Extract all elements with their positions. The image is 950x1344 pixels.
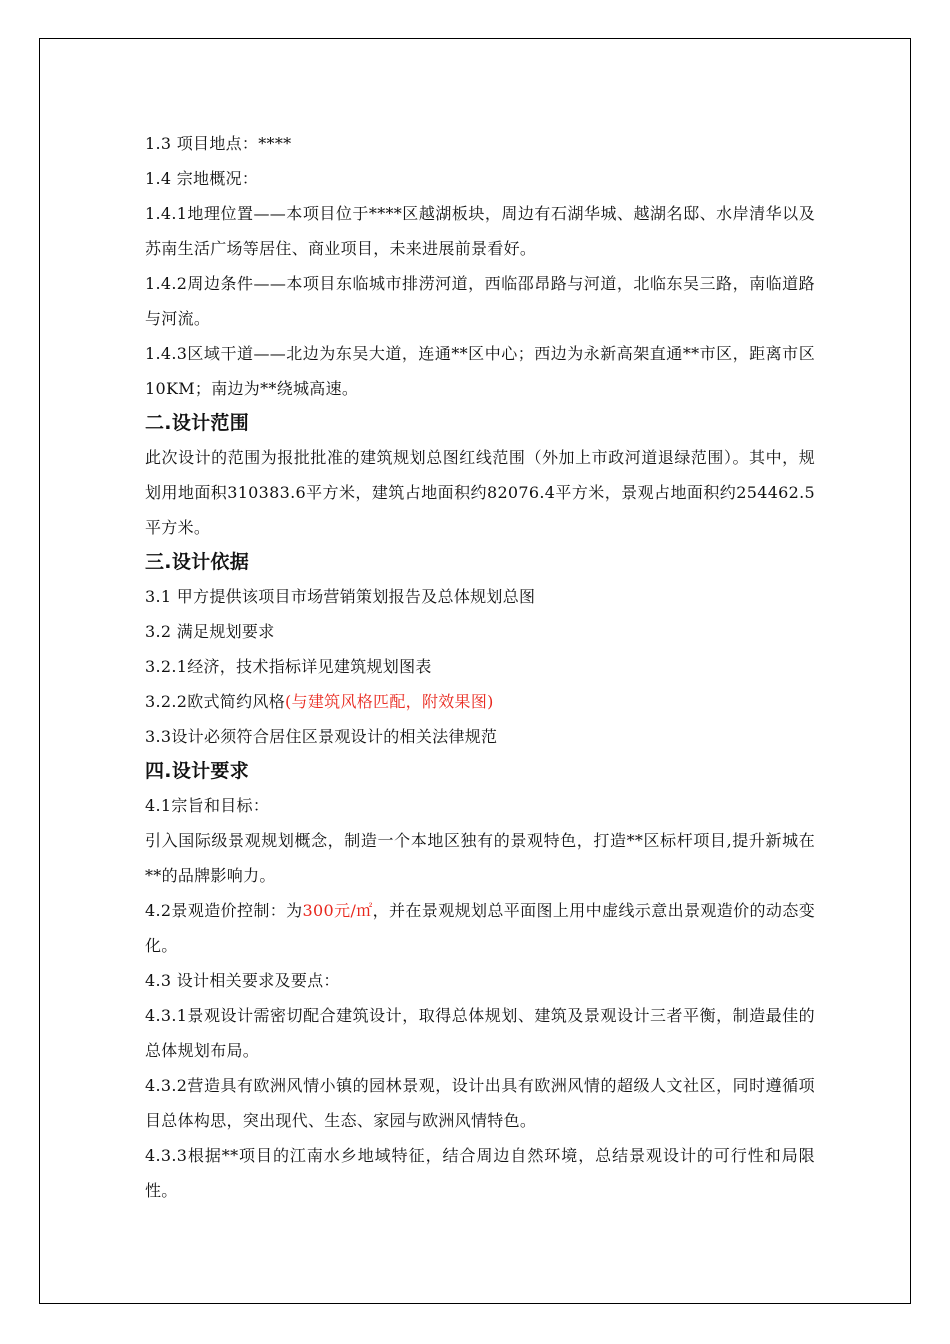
section-4-3-2: 4.3.2营造具有欧洲风情小镇的园林景观，设计出具有欧洲风情的超级人文社区，同时遵循项目总体构思，突出现代、生态、家园与欧洲风情特色。 — [145, 1076, 815, 1130]
section-4-1-body: 引入国际级景观规划概念，制造一个本地区独有的景观特色，打造**区标杆项目,提升新城在**的品牌影响力。 — [145, 831, 815, 885]
heading-design-basis: 三.设计依据 — [145, 551, 250, 573]
section-1-4-1: 1.4.1地理位置——本项目位于****区越湖板块，周边有石湖华城、越湖名邸、水岸清华以及苏南生活广场等居住、商业项目，未来进展前景看好。 — [145, 204, 815, 258]
section-4-3-3: 4.3.3根据**项目的江南水乡地域特征，结合周边自然环境，总结景观设计的可行性和局限性。 — [145, 1146, 815, 1200]
section-3-2-1: 3.2.1经济，技术指标详见建筑规划图表 — [145, 657, 432, 676]
section-3-3: 3.3设计必须符合居住区景观设计的相关法律规范 — [145, 727, 498, 746]
document-body — [145, 126, 815, 1208]
section-4-2-label: 4.2景观造价控制：为 — [145, 901, 303, 920]
section-4-2-rest: ，并在景观规划总平面图上用中虚线示意出景观造价的动态变化。 — [145, 901, 816, 955]
section-3-1: 3.1 甲方提供该项目市场营销策划报告及总体规划总图 — [145, 587, 536, 606]
section-4-3: 4.3 设计相关要求及要点： — [145, 971, 340, 990]
section-1-4: 1.4 宗地概况： — [145, 169, 259, 188]
section-3-2-2-label: 3.2.2欧式简约风格 — [145, 692, 286, 711]
heading-design-requirements: 四.设计要求 — [145, 760, 250, 782]
section-1-4-3: 1.4.3区域干道——北边为东吴大道，连通**区中心；西边为永新高架直通**市区，距离市区10KM；南边为**绕城高速。 — [145, 344, 815, 398]
section-4-1: 4.1宗旨和目标： — [145, 796, 270, 815]
section-4-2 — [145, 893, 815, 963]
section-1-4-2: 1.4.2周边条件——本项目东临城市排涝河道，西临邵昂路与河道，北临东吴三路，南临道路与河流。 — [145, 274, 815, 328]
heading-design-scope: 二.设计范围 — [145, 412, 250, 434]
section-3-2-2-note: (与建筑风格匹配，附效果图) — [285, 692, 494, 711]
section-3-2-2 — [145, 684, 815, 719]
section-3-2: 3.2 满足规划要求 — [145, 622, 275, 641]
section-4-3-1: 4.3.1景观设计需密切配合建筑设计，取得总体规划、建筑及景观设计三者平衡，制造最佳的总体规划布局。 — [145, 1006, 815, 1060]
design-scope-text: 此次设计的范围为报批批准的建筑规划总图红线范围（外加上市政河道退绿范围）。其中，规划用地面积310383.6平方米，建筑占地面积约82076.4平方米，景观占地面积约254462.5平方米。 — [145, 448, 815, 537]
section-4-2-price: 300元/㎡ — [302, 901, 373, 920]
section-1-3: 1.3 项目地点：**** — [145, 134, 292, 153]
